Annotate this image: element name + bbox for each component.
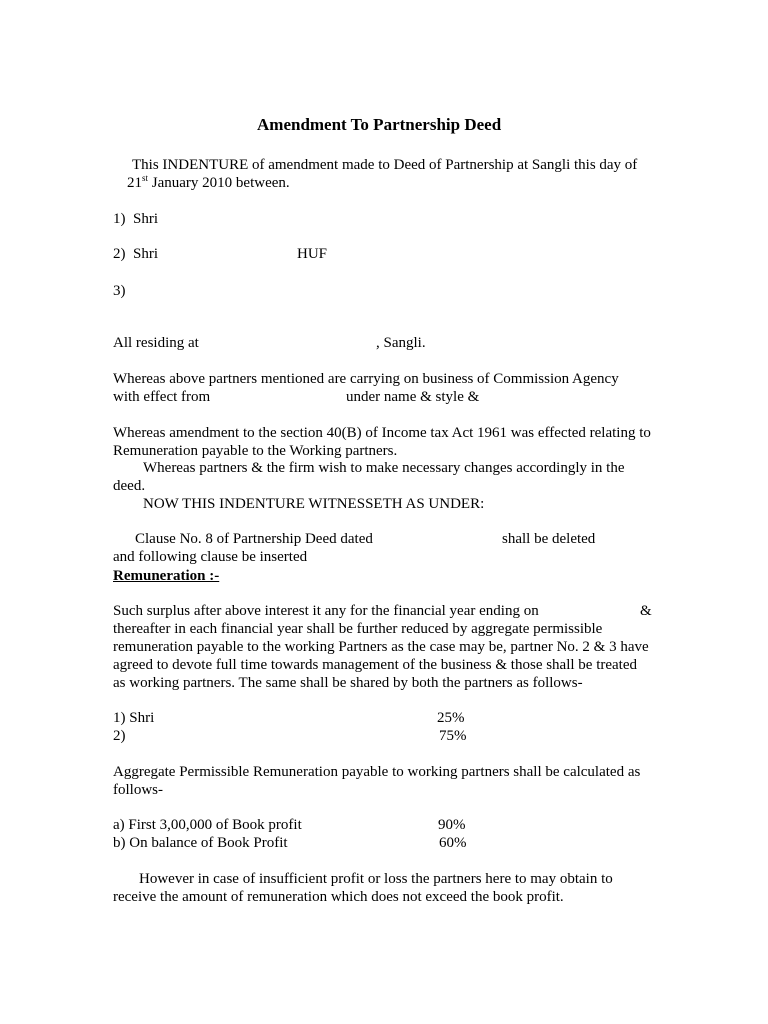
surplus-line-4: agreed to devote full time towards management of the business & those shall be treated [113, 657, 638, 673]
whereas-2-line-4: deed. [113, 478, 146, 494]
slab-1-value: 90% [438, 817, 466, 833]
whereas-1-line-2a: with effect from [113, 389, 211, 405]
clause-line-2: and following clause be inserted [113, 549, 308, 565]
partner-2-extra: HUF [297, 246, 328, 262]
surplus-line-5: as working partners. The same shall be shared by both the partners as follows- [113, 675, 583, 691]
intro-date-rest: January 2010 between. [148, 175, 290, 191]
page-title: Amendment To Partnership Deed [257, 115, 502, 134]
residing-place: , Sangli. [376, 335, 426, 351]
intro-line-1: This INDENTURE of amendment made to Deed of Partnership at Sangli this day of [132, 157, 638, 173]
partner-1-label: Shri [133, 211, 159, 227]
share-2-value: 75% [439, 728, 467, 744]
share-2-label: 2) [113, 728, 126, 744]
intro-line-2 [127, 174, 290, 192]
partner-3-number: 3) [113, 283, 126, 299]
residing-label: All residing at [113, 335, 199, 351]
surplus-line-2: thereafter in each financial year shall be further reduced by aggregate permissible [113, 621, 603, 637]
aggregate-line-2: follows- [113, 782, 163, 798]
partner-1-number: 1) [113, 211, 126, 227]
witnesseth-heading: NOW THIS INDENTURE WITNESSETH AS UNDER: [143, 496, 485, 512]
intro-day-number: 21 [127, 175, 142, 191]
intro-day-suffix: st [142, 173, 149, 183]
however-line-2: receive the amount of remuneration which does not exceed the book profit. [113, 889, 564, 905]
slab-2-value: 60% [439, 835, 467, 851]
slab-2-label: b) On balance of Book Profit [113, 835, 288, 851]
however-line-1: However in case of insufficient profit or loss the partners here to may obtain to [139, 871, 613, 887]
whereas-1-line-2b: under name & style & [346, 389, 480, 405]
share-1-value: 25% [437, 710, 465, 726]
share-1-label: 1) Shri [113, 710, 155, 726]
clause-line-1b: shall be deleted [502, 531, 596, 547]
surplus-line-1a: Such surplus after above interest it any for the financial year ending on [113, 603, 539, 619]
surplus-line-3: remuneration payable to the working Partners as the case may be, partner No. 2 & 3 have [113, 639, 649, 655]
partner-2-label: Shri [133, 246, 159, 262]
clause-line-1a: Clause No. 8 of Partnership Deed dated [135, 531, 373, 547]
whereas-2-line-1: Whereas amendment to the section 40(B) of Income tax Act 1961 was effected relating to [113, 425, 651, 441]
aggregate-line-1: Aggregate Permissible Remuneration payable to working partners shall be calculated as [113, 764, 641, 780]
surplus-line-1b: & [640, 603, 652, 619]
slab-1-label: a) First 3,00,000 of Book profit [113, 817, 302, 833]
partner-2-number: 2) [113, 246, 126, 262]
whereas-2-line-2: Remuneration payable to the Working partners. [113, 443, 398, 459]
whereas-2-line-3: Whereas partners & the firm wish to make necessary changes accordingly in the [143, 460, 625, 476]
remuneration-heading: Remuneration :- [113, 568, 220, 584]
whereas-1-line-1: Whereas above partners mentioned are carrying on business of Commission Agency [113, 371, 619, 387]
